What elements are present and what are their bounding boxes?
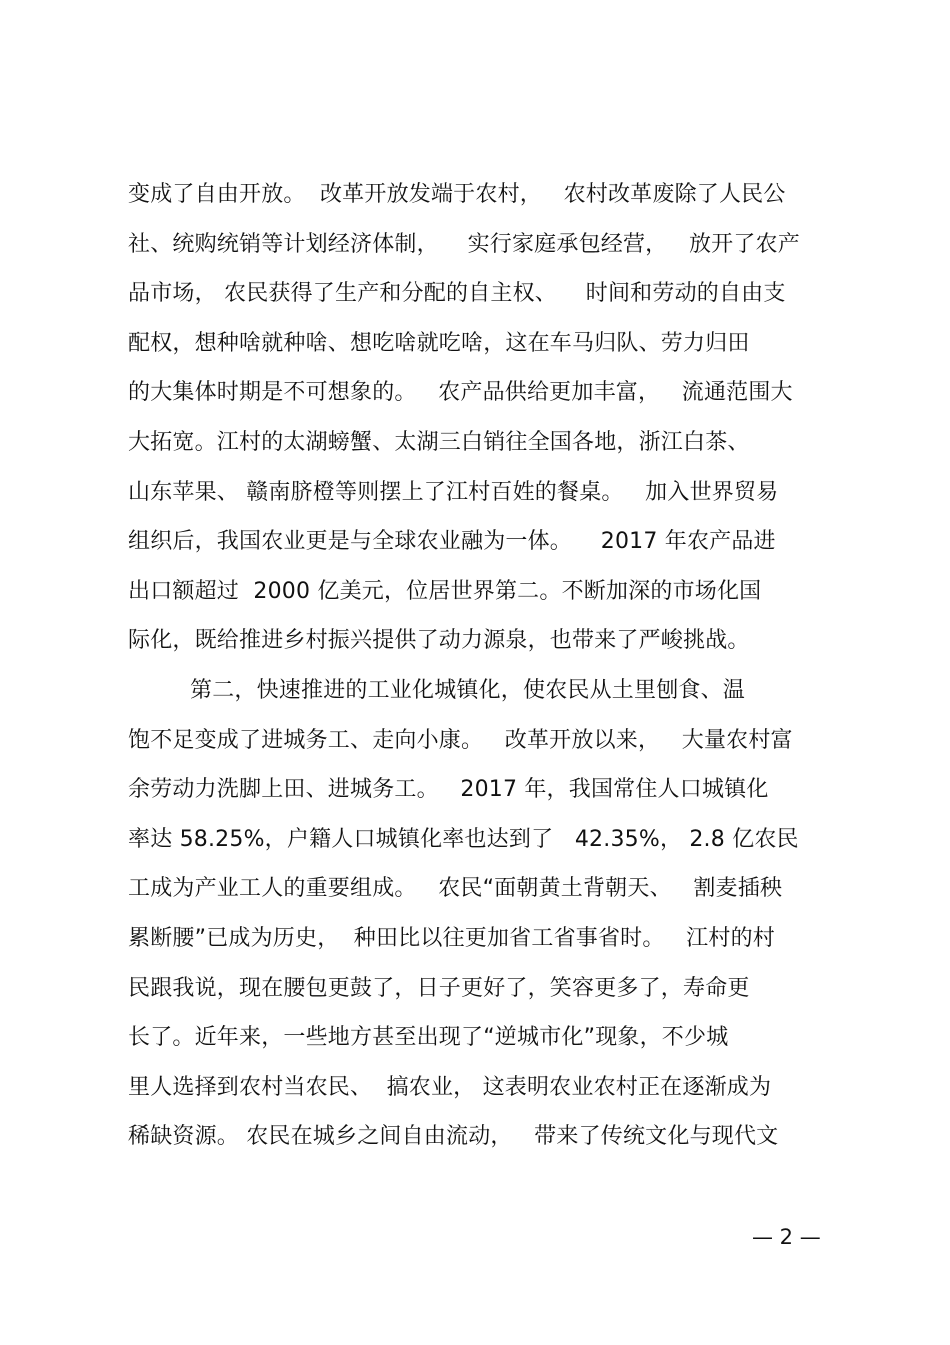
text-line: 长了。近年来，一些地方甚至出现了“逆城市化”现象，不少城	[128, 1025, 729, 1051]
text-line: 际化，既给推进乡村振兴提供了动力源泉，也带来了严峻挑战。	[128, 628, 750, 654]
text-line: 变成了自由开放。 改革开放发端于农村， 农村改革废除了人民公	[128, 182, 786, 207]
text-line: 配权，想种啥就种啥、想吃啥就吃啥，这在车马归队、劳力归田	[128, 330, 750, 356]
text-line: 品市场， 农民获得了生产和分配的自主权、 时间和劳动的自由支	[128, 281, 786, 307]
text-line: 率达 58.25%，户籍人口城镇化率也达到了 42.35%， 2.8 亿农民	[128, 826, 799, 852]
text-line: 社、统购统销等计划经济体制， 实行家庭承包经营， 放开了农产	[128, 231, 800, 257]
text-line: 余劳动力洗脚上田、进城务工。 2017 年，我国常住人口城镇化	[128, 777, 769, 803]
text-line: 里人选择到农村当农民、 搞农业， 这表明农业农村正在逐渐成为	[128, 1074, 772, 1100]
text-line: 饱不足变成了进城务工、走向小康。 改革开放以来， 大量农村富	[128, 727, 793, 753]
text-line: 工成为产业工人的重要组成。 农民“面朝黄土背朝天、 割麦插秧	[128, 876, 783, 902]
text-line: 累断腰”已成为历史， 种田比以往更加省工省事省时。 江村的村	[128, 925, 775, 951]
text-line: 的大集体时期是不可想象的。 农产品供给更加丰富， 流通范围大	[128, 380, 793, 406]
text-line: 组织后，我国农业更是与全球农业融为一体。 2017 年农产品进	[128, 529, 776, 555]
text-line: 第二，快速推进的工业化城镇化，使农民从土里刨食、温	[190, 677, 746, 703]
text-line: 大拓宽。江村的太湖螃蟹、太湖三白销往全国各地，浙江白茶、	[128, 429, 750, 455]
text-line: 出口额超过 2000 亿美元，位居世界第二。不断加深的市场化国	[128, 578, 762, 604]
text-line: 民跟我说，现在腰包更鼓了，日子更好了，笑容更多了，寿命更	[128, 975, 750, 1001]
text-line: 稀缺资源。 农民在城乡之间自由流动， 带来了传统文化与现代文	[128, 1124, 779, 1150]
page-number: — 2 —	[752, 1225, 821, 1249]
text-line: 山东苹果、 赣南脐橙等则摆上了江村百姓的餐桌。 加入世界贸易	[128, 479, 779, 505]
body-text	[128, 174, 828, 1166]
